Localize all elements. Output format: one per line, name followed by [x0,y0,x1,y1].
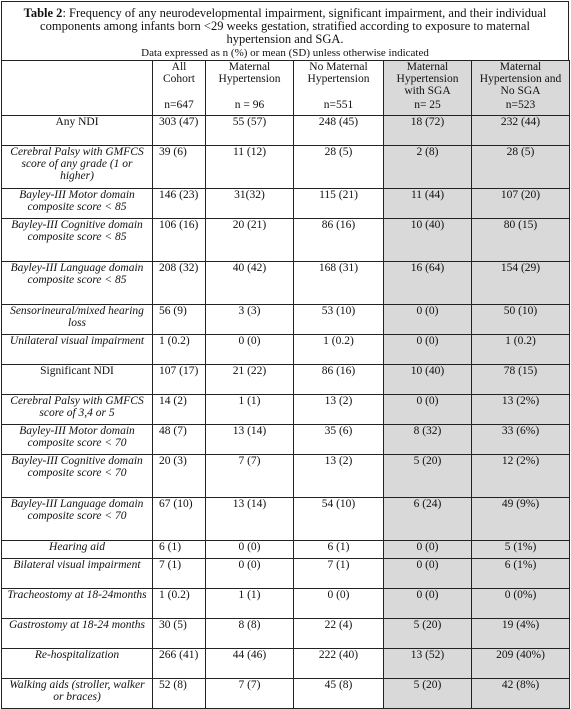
table-cell: 28 (5) [472,145,570,188]
data-table [1,60,570,709]
table-cell: 53 (10) [294,304,384,334]
row-label: Bayley-III Cognitive domain composite score < 85 [2,218,153,261]
table-label: Table 2 [23,6,63,20]
row-label: Bilateral visual impairment [2,558,153,588]
table-cell: 50 (10) [472,304,570,334]
table-cell: 13 (14) [206,424,294,454]
table-cell: 14 (2) [153,394,206,424]
table-cell: 6 (1) [153,540,206,558]
table-cell: 106 (16) [153,218,206,261]
table-cell: 13 (2) [294,454,384,497]
table-cell: 16 (64) [384,261,472,304]
row-label: Re-hospitalization [2,648,153,678]
table-cell: 33 (6%) [472,424,570,454]
table-row [2,618,570,648]
table-cell: 7 (1) [294,558,384,588]
row-label: Bayley-III Motor domain composite score < 85 [2,188,153,218]
table-cell: 1 (1) [206,394,294,424]
column-header-n: n = 96 [234,98,265,111]
table-cell: 5 (20) [384,454,472,497]
column-header-n: n= 25 [414,98,441,111]
table-cell: 20 (3) [153,454,206,497]
table-cell: 209 (40%) [472,648,570,678]
table-cell: 0 (0) [206,540,294,558]
header-row [2,60,570,115]
table-cell: 49 (9%) [472,497,570,540]
table-cell: 0 (0%) [472,588,570,618]
table-cell: 0 (0) [206,558,294,588]
table-cell: 39 (6) [153,145,206,188]
table-title: : Frequency of any neurodevelopmental impairment, significant impairment, and their individual components among infants born <29 weeks gestation, stratified according to exposure to maternal hypertension and SGA. [40,6,547,47]
table-cell: 48 (7) [153,424,206,454]
column-header-label: No Maternal Hypertension [307,60,370,85]
table-cell: 0 (0) [206,334,294,364]
column-header [206,60,294,115]
table-cell: 5 (1%) [472,540,570,558]
table-cell: 3 (3) [206,304,294,334]
table-row [2,261,570,304]
column-header [294,60,384,115]
table-cell: 7 (7) [206,454,294,497]
table-cell: 86 (16) [294,218,384,261]
table-cell: 18 (72) [384,115,472,145]
table-cell: 7 (1) [153,558,206,588]
table-body [2,115,570,708]
table-header [2,60,570,115]
table-cell: 7 (7) [206,678,294,708]
table-cell: 168 (31) [294,261,384,304]
table-row [2,648,570,678]
table-cell: 0 (0) [384,304,472,334]
table-cell: 22 (4) [294,618,384,648]
table-cell: 8 (32) [384,424,472,454]
table-row [2,188,570,218]
table-cell: 80 (15) [472,218,570,261]
column-header-n: n=523 [505,98,536,111]
column-header-label: All Cohort [163,60,195,85]
table-cell: 31(32) [206,188,294,218]
row-label: Any NDI [2,115,153,145]
table-cell: 30 (5) [153,618,206,648]
column-header [472,60,570,115]
table-row [2,540,570,558]
table-row [2,394,570,424]
table-cell: 1 (0.2) [294,334,384,364]
table-cell: 222 (40) [294,648,384,678]
table-cell: 8 (8) [206,618,294,648]
table-caption [1,1,569,60]
row-label: Bayley-III Language domain composite score < 70 [2,497,153,540]
row-label: Sensorineural/mixed hearing loss [2,304,153,334]
table-cell: 1 (0.2) [472,334,570,364]
column-header-label: Maternal Hypertension with SGA [396,60,459,98]
table-cell: 55 (57) [206,115,294,145]
table-cell: 107 (20) [472,188,570,218]
table-cell: 6 (1%) [472,558,570,588]
table-cell: 13 (2%) [472,394,570,424]
table-cell: 78 (15) [472,364,570,394]
table-cell: 0 (0) [384,588,472,618]
row-label: Hearing aid [2,540,153,558]
table-cell: 232 (44) [472,115,570,145]
column-header-n: n=647 [164,98,194,111]
table-cell: 266 (41) [153,648,206,678]
table-cell: 21 (22) [206,364,294,394]
table-cell: 1 (0.2) [153,588,206,618]
table-row [2,115,570,145]
row-label: Gastrostomy at 18-24 months [2,618,153,648]
table-row [2,588,570,618]
table-cell: 0 (0) [384,540,472,558]
table-cell: 86 (16) [294,364,384,394]
table-cell: 45 (8) [294,678,384,708]
table-cell: 1 (0.2) [153,334,206,364]
row-label: Bayley-III Language domain composite score < 85 [2,261,153,304]
table-cell: 13 (2) [294,394,384,424]
table-cell: 56 (9) [153,304,206,334]
table-cell: 42 (8%) [472,678,570,708]
table-cell: 13 (14) [206,497,294,540]
table-note: Data expressed as n (%) or mean (SD) unless otherwise indicated [141,46,429,59]
row-label: Bayley-III Cognitive domain composite score < 70 [2,454,153,497]
table-cell: 20 (21) [206,218,294,261]
column-header [153,60,206,115]
column-header-label: Maternal Hypertension [218,60,281,85]
table-cell: 115 (21) [294,188,384,218]
table-cell: 0 (0) [294,588,384,618]
table-cell: 13 (52) [384,648,472,678]
table-row [2,497,570,540]
table-cell: 52 (8) [153,678,206,708]
table-cell: 10 (40) [384,218,472,261]
column-header-n: n=551 [323,98,354,111]
table-cell: 303 (47) [153,115,206,145]
table-row [2,364,570,394]
table-cell: 154 (29) [472,261,570,304]
row-label: Unilateral visual impairment [2,334,153,364]
table-cell: 248 (45) [294,115,384,145]
table-cell: 19 (4%) [472,618,570,648]
table-cell: 12 (2%) [472,454,570,497]
table-row [2,424,570,454]
table-cell: 10 (40) [384,364,472,394]
table-cell: 0 (0) [384,558,472,588]
table-cell: 11 (12) [206,145,294,188]
table-cell: 6 (24) [384,497,472,540]
table-cell: 28 (5) [294,145,384,188]
table-cell: 6 (1) [294,540,384,558]
table-cell: 44 (46) [206,648,294,678]
column-header [384,60,472,115]
table-cell: 0 (0) [384,394,472,424]
document-table [1,1,569,709]
caption-text [8,7,562,47]
table-cell: 0 (0) [384,334,472,364]
table-cell: 208 (32) [153,261,206,304]
table-cell: 1 (1) [206,588,294,618]
table-row [2,678,570,708]
table-row [2,304,570,334]
table-row [2,454,570,497]
row-label: Cerebral Palsy with GMFCS score of 3,4 or 5 [2,394,153,424]
table-cell: 40 (42) [206,261,294,304]
table-cell: 5 (20) [384,678,472,708]
table-row [2,145,570,188]
row-label: Bayley-III Motor domain composite score < 70 [2,424,153,454]
table-cell: 67 (10) [153,497,206,540]
header-blank-cell [2,60,153,115]
row-label: Cerebral Palsy with GMFCS score of any grade (1 or higher) [2,145,153,188]
table-cell: 2 (8) [384,145,472,188]
table-cell: 54 (10) [294,497,384,540]
table-cell: 107 (17) [153,364,206,394]
table-cell: 5 (20) [384,618,472,648]
table-row [2,558,570,588]
table-row [2,218,570,261]
table-cell: 35 (6) [294,424,384,454]
column-header-label: Maternal Hypertension and No SGA [479,60,562,98]
row-label: Tracheostomy at 18-24months [2,588,153,618]
table-cell: 11 (44) [384,188,472,218]
table-row [2,334,570,364]
row-label: Walking aids (stroller, walker or braces) [2,678,153,708]
table-cell: 146 (23) [153,188,206,218]
row-label: Significant NDI [2,364,153,394]
